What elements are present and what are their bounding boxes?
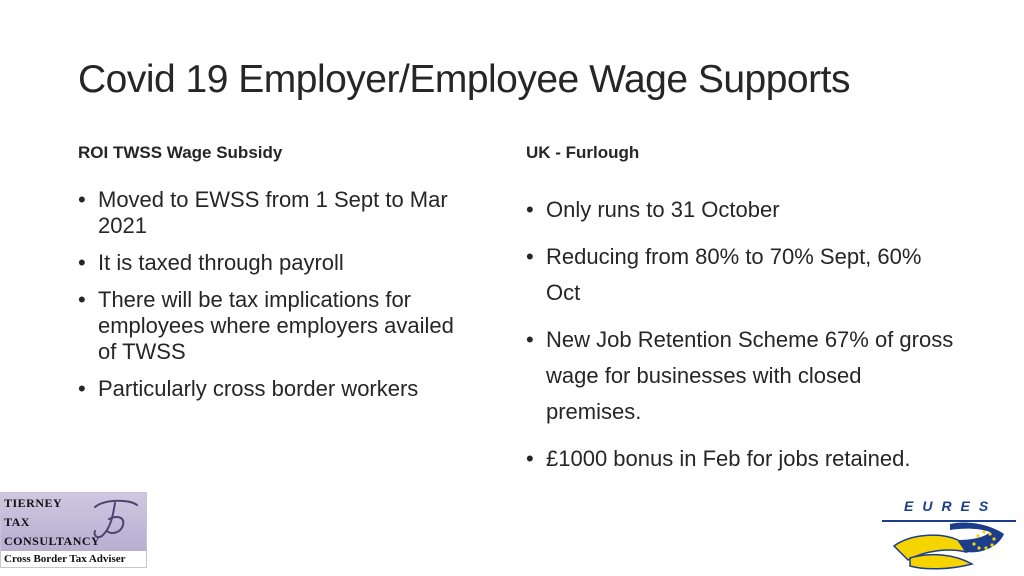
list-item: • Particularly cross border workers (78, 376, 478, 402)
list-item: • It is taxed through payroll (78, 250, 478, 276)
eures-logo (880, 494, 1020, 574)
left-bullet-list (78, 187, 478, 413)
logo-line-3: CONSULTANCY (4, 534, 101, 548)
logo-line-2: TAX (4, 515, 30, 529)
tierney-tax-logo (0, 492, 147, 568)
list-item: • New Job Retention Scheme 67% of gross wage for businesses with closed premises. (526, 322, 956, 430)
right-column-heading: UK - Furlough (526, 143, 640, 162)
list-item: • Only runs to 31 October (526, 192, 956, 228)
monogram-icon (89, 497, 141, 541)
logo-tagline: Cross Border Tax Adviser (4, 553, 126, 565)
left-column-heading: ROI TWSS Wage Subsidy (78, 143, 283, 162)
list-item: • There will be tax implications for employees where employers availed of TWSS (78, 287, 478, 365)
logo-line-1: TIERNEY (4, 496, 63, 510)
list-item: • £1000 bonus in Feb for jobs retained. (526, 441, 956, 477)
list-item: • Moved to EWSS from 1 Sept to Mar 2021 (78, 187, 478, 239)
eures-emblem-icon (880, 494, 1020, 574)
list-item: • Reducing from 80% to 70% Sept, 60% Oct (526, 239, 956, 311)
eures-wordmark: EURES (904, 498, 998, 514)
right-bullet-list (526, 192, 956, 488)
slide-title: Covid 19 Employer/Employee Wage Supports (78, 58, 850, 101)
